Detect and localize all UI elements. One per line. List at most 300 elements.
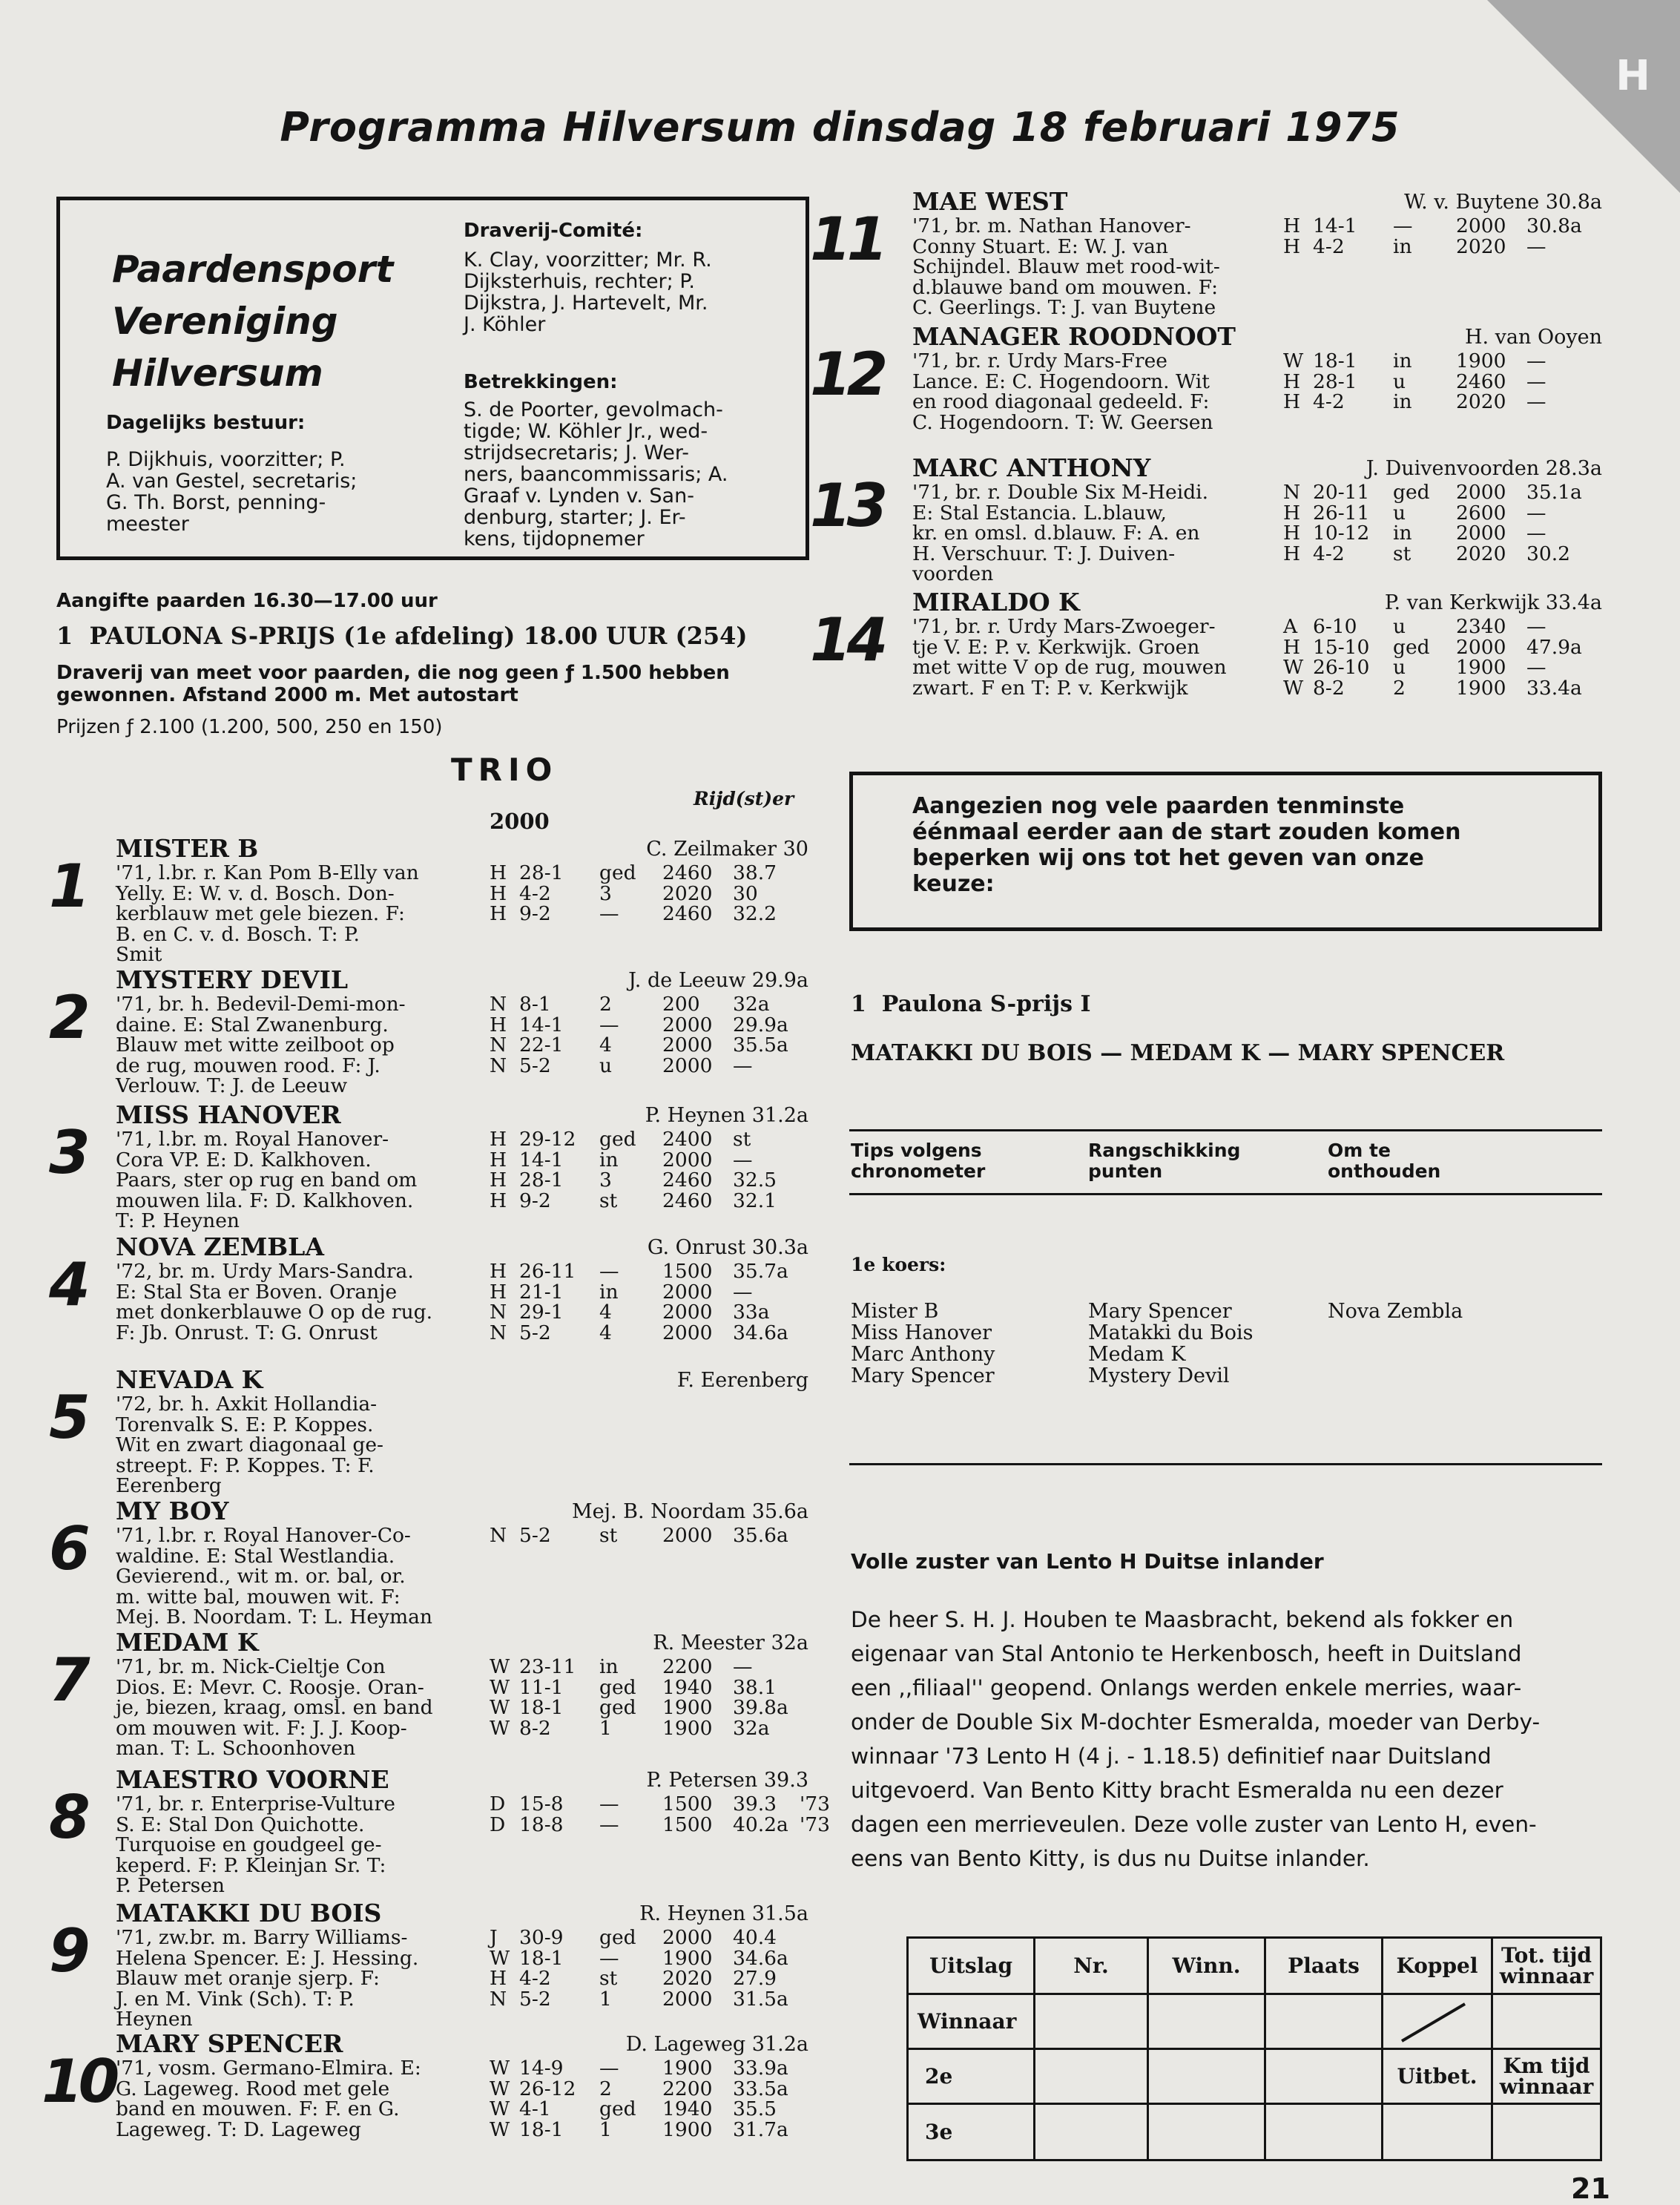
result-cell: 11-1 — [519, 1675, 564, 1699]
description-line: '71, vosm. Germano-Elmira. E: — [116, 2057, 421, 2080]
description-line: Paars, ster op rug en band om — [116, 1169, 418, 1192]
description-line: voorden — [912, 562, 994, 585]
description-line: F: Jb. Onrust. T: G. Onrust — [116, 1321, 378, 1344]
horse-name: MIRALDO K — [912, 588, 1080, 617]
description-line: H. Verschuur. T: J. Duiven- — [912, 542, 1176, 565]
result-row — [1283, 369, 1593, 393]
result-row — [490, 1815, 830, 1836]
result-row — [490, 1015, 800, 1036]
description-line: de rug, mouwen rood. F: J. — [116, 1054, 381, 1077]
tips-item: Mister B — [851, 1300, 939, 1323]
notice-line: Aangezien nog vele paarden tenminste — [912, 793, 1405, 819]
description-line: waldine. E: Stal Westlandia. — [116, 1544, 395, 1568]
horse-name: MARY SPENCER — [116, 2029, 343, 2058]
result-row — [1283, 617, 1593, 637]
result-cell: W — [490, 2097, 510, 2120]
result-cell: u — [1393, 656, 1406, 679]
result-cell: H — [1283, 522, 1301, 545]
description-line: Dios. E: Mevr. C. Roosje. Oran- — [116, 1675, 424, 1699]
result-cell: D — [490, 1792, 506, 1815]
tips-header-line: onthouden — [1328, 1160, 1441, 1182]
result-cell: — — [733, 1280, 753, 1304]
result-cell: u — [1393, 501, 1406, 525]
result-row — [490, 1323, 800, 1344]
result-cell: 5-2 — [519, 1524, 551, 1547]
result-cell: ged — [599, 1696, 636, 1719]
divider — [849, 1129, 1602, 1131]
horse-name: MISS HANOVER — [116, 1100, 341, 1129]
horse-number: 6 — [49, 1514, 90, 1583]
betrekkingen-heading: Betrekkingen: — [464, 371, 618, 393]
result-row — [490, 1989, 800, 2010]
result-cell: '73 — [800, 1813, 831, 1836]
horse-number: 12 — [810, 340, 884, 409]
result-cell: 2020 — [1456, 542, 1506, 565]
result-cell: u — [1393, 615, 1406, 638]
betrekkingen-line: strijdsecretaris; J. Wer- — [464, 441, 689, 464]
description-line: '71, br. m. Nick-Cieltje Con — [116, 1655, 386, 1678]
result-cell: 35.6a — [733, 1524, 788, 1547]
description-line: met witte V op de rug, mouwen — [912, 656, 1227, 679]
result-cell: u — [599, 1054, 613, 1077]
description-line: C. Geerlings. T: J. van Buytene — [912, 296, 1216, 319]
result-cell: 1900 — [1456, 676, 1506, 700]
result-cell: N — [490, 1301, 507, 1324]
result-cell: H — [1283, 635, 1301, 659]
bestuur-line: P. Dijkhuis, voorzitter; P. — [106, 448, 346, 471]
horse-rider: P. Petersen 39.3 — [646, 1769, 808, 1792]
result-row — [490, 1302, 800, 1323]
horse-rider: F. Eerenberg — [676, 1369, 808, 1392]
result-cell: — — [599, 1013, 619, 1036]
article-line: uitgevoerd. Van Bento Kitty bracht Esmeralda nu een dezer — [851, 1778, 1503, 1803]
result-row — [490, 1525, 800, 1546]
result-cell: — — [1526, 234, 1546, 258]
horse-number: 1 — [49, 852, 90, 921]
result-cell: 30.2 — [1526, 542, 1571, 565]
result-cell: st — [599, 1967, 618, 1990]
tips-item: Matakki du Bois — [1088, 1321, 1254, 1344]
horse-number: 11 — [810, 205, 884, 274]
tips-col1-header — [851, 1140, 985, 1182]
result-row — [490, 904, 800, 924]
horse-rider: W. v. Buytene 30.8a — [1404, 191, 1602, 214]
description-line: '71, br. r. Urdy Mars-Zwoeger- — [912, 615, 1216, 638]
page-title: Programma Hilversum dinsdag 18 februari 1975 — [280, 104, 1400, 151]
tips-item: Nova Zembla — [1328, 1300, 1463, 1323]
result-cell: — — [1526, 615, 1546, 638]
result-cell: ged — [1393, 481, 1430, 504]
club-name-line: Paardensport — [112, 248, 394, 291]
result-cell: — — [1526, 369, 1546, 393]
result-cell: 2340 — [1456, 615, 1506, 638]
result-cell: 14-9 — [519, 2057, 564, 2080]
horse-rider: J. de Leeuw 29.9a — [628, 969, 808, 992]
description-line: kerblauw met gele biezen. F: — [116, 902, 405, 925]
result-row — [490, 2099, 800, 2120]
result-row — [1283, 234, 1593, 258]
result-cell: 29.9a — [733, 1013, 788, 1036]
result-cell: 8-1 — [519, 993, 551, 1016]
result-cell: st — [1393, 542, 1411, 565]
result-cell: 2000 — [662, 1524, 713, 1547]
result-cell: H — [1283, 369, 1301, 393]
horse-name: NOVA ZEMBLA — [116, 1232, 324, 1261]
notice-line: éénmaal eerder aan de start zouden komen — [912, 819, 1461, 845]
result-cell: 39.8a — [733, 1696, 788, 1719]
result-cell: 1900 — [1456, 349, 1506, 372]
result-cell: H — [1283, 390, 1301, 413]
horse-description — [116, 863, 419, 965]
horse-description — [912, 351, 1213, 433]
horse-description — [116, 1525, 432, 1628]
result-cell: H — [490, 902, 507, 925]
result-cell: 21-1 — [519, 1280, 564, 1304]
result-cell: — — [1526, 656, 1546, 679]
results-table — [1283, 482, 1593, 564]
result-row — [490, 1968, 800, 1989]
result-cell: — — [1526, 390, 1546, 413]
header-winn: Winn. — [1148, 1938, 1265, 1994]
notice-box — [849, 772, 1602, 931]
koers-label: 1e koers: — [851, 1254, 946, 1275]
result-cell: — — [599, 1813, 619, 1836]
result-cell: 2000 — [662, 1280, 713, 1304]
description-line: Yelly. E: W. v. d. Bosch. Don- — [116, 881, 395, 905]
result-cell: 200 — [662, 993, 700, 1016]
description-line: Helena Spencer. E: J. Hessing. — [116, 1946, 419, 1970]
description-line: E: Stal Sta er Boven. Oranje — [116, 1280, 398, 1304]
result-cell: 32a — [733, 1716, 770, 1740]
result-cell: 18-1 — [519, 1946, 564, 1970]
horse-description — [116, 1928, 418, 2030]
result-cell: 20-11 — [1313, 481, 1370, 504]
description-line: Mej. B. Noordam. T: L. Heyman — [116, 1606, 432, 1629]
result-row — [490, 881, 800, 905]
header-tot-tijd: Tot. tijd winnaar — [1492, 1938, 1601, 1994]
description-line: Blauw met oranje sjerp. F: — [116, 1967, 380, 1990]
cell-empty — [1148, 2104, 1265, 2160]
description-line: je, biezen, kraag, omsl. en band — [116, 1696, 433, 1719]
horse-number: 5 — [49, 1383, 90, 1452]
result-row — [490, 1056, 800, 1077]
comite-heading: Draverij-Comité: — [464, 220, 643, 242]
horse-rider: G. Onrust 30.3a — [647, 1236, 808, 1259]
distance-label: 2000 — [490, 809, 550, 834]
description-line: Wit en zwart diagonaal ge- — [116, 1433, 383, 1456]
result-row — [490, 1035, 800, 1056]
result-cell: H — [1283, 501, 1301, 525]
results-table — [490, 1525, 800, 1546]
cell-empty — [1148, 1994, 1265, 2049]
corner-tab — [1487, 0, 1680, 193]
result-cell: 2000 — [1456, 635, 1506, 659]
result-cell: W — [490, 1946, 510, 1970]
result-cell: H — [490, 861, 507, 884]
result-cell: H — [490, 1013, 507, 1036]
result-cell: u — [1393, 369, 1406, 393]
result-cell: 32.5 — [733, 1169, 777, 1192]
tips-col3 — [1328, 1301, 1463, 1322]
result-row — [1283, 637, 1593, 658]
result-cell: N — [490, 1987, 507, 2011]
result-cell: 4-2 — [1313, 390, 1345, 413]
description-line: '71, br. r. Double Six M-Heidi. — [912, 481, 1209, 504]
result-cell: 4-2 — [519, 1967, 551, 1990]
result-cell: N — [490, 1321, 507, 1344]
result-cell: 18-1 — [519, 2117, 564, 2141]
description-line: d.blauwe band om mouwen. F: — [912, 275, 1219, 299]
result-cell: 33a — [733, 1301, 770, 1324]
club-name-line: Hilversum — [112, 352, 323, 395]
notice-text — [912, 793, 1460, 897]
horse-rider: D. Lageweg 31.2a — [625, 2033, 808, 2056]
cell-empty — [1265, 1994, 1383, 2049]
result-cell: 8-2 — [519, 1716, 551, 1740]
result-cell: 35.1a — [1526, 481, 1582, 504]
result-cell: in — [599, 1280, 619, 1304]
result-cell: 6-10 — [1313, 615, 1357, 638]
horse-name: MYSTERY DEVIL — [116, 965, 349, 994]
conditions-line: Draverij van meet voor paarden, die nog geen ƒ 1.500 hebben — [56, 662, 730, 684]
result-cell: J — [490, 1926, 498, 1949]
result-cell: H — [490, 1128, 507, 1151]
result-cell: D — [490, 1813, 506, 1836]
koppel-slash-cell — [1383, 1994, 1492, 2049]
result-cell: — — [599, 1260, 619, 1283]
result-row — [490, 1129, 800, 1150]
tips-col1 — [851, 1301, 995, 1387]
description-line: '71, br. r. Enterprise-Vulture — [116, 1792, 395, 1815]
cell-empty — [1035, 1994, 1148, 2049]
description-line: Blauw met witte zeilboot op — [116, 1034, 395, 1057]
horse-rider: R. Meester 32a — [653, 1631, 808, 1654]
aangifte: Aangifte paarden 16.30—17.00 uur — [56, 590, 438, 612]
description-line: Turquoise en goudgeel ge- — [116, 1833, 382, 1856]
result-cell: 2200 — [662, 1655, 713, 1678]
result-cell: 47.9a — [1526, 635, 1582, 659]
result-cell: 1900 — [662, 1696, 713, 1719]
result-cell: H — [1283, 234, 1301, 258]
divider — [849, 1193, 1602, 1195]
result-cell: 27.9 — [733, 1967, 777, 1990]
rijdster-label: Rijd(st)er — [694, 788, 794, 809]
horse-description — [116, 994, 406, 1097]
horse-name: MAE WEST — [912, 187, 1068, 216]
result-cell: 34.6a — [733, 1321, 788, 1344]
uitslag-table — [906, 1936, 1602, 2161]
result-cell: 2000 — [662, 1926, 713, 1949]
horse-number: 7 — [49, 1646, 90, 1715]
result-row — [1283, 392, 1593, 413]
horse-name: MISTER B — [116, 834, 259, 863]
description-line: band en mouwen. F: F. en G. — [116, 2097, 400, 2120]
result-cell: 2000 — [662, 1148, 713, 1171]
comite-line: K. Clay, voorzitter; Mr. R. — [464, 249, 712, 272]
horse-number: 4 — [49, 1250, 90, 1319]
result-cell: 9-2 — [519, 1189, 551, 1212]
result-cell: 1900 — [1456, 656, 1506, 679]
result-cell: 1940 — [662, 2097, 713, 2120]
result-cell: 28-1 — [1313, 369, 1357, 393]
result-cell: 40.4 — [733, 1926, 777, 1949]
description-line: '71, br. h. Bedevil-Demi-mon- — [116, 993, 406, 1016]
description-line: Smit — [116, 943, 162, 966]
result-cell: 35.7a — [733, 1260, 788, 1283]
horse-number: 3 — [49, 1118, 90, 1187]
tips-item: Miss Hanover — [851, 1321, 992, 1344]
club-name-line: Vereniging — [112, 300, 338, 343]
result-cell: N — [1283, 481, 1301, 504]
horse-rider: C. Zeilmaker 30 — [646, 838, 808, 861]
result-cell: H — [490, 1280, 507, 1304]
tips-item: Mary Spencer — [1088, 1300, 1232, 1323]
result-cell: 1900 — [662, 1716, 713, 1740]
horse-name: MANAGER ROODNOOT — [912, 322, 1236, 351]
result-cell: 8-2 — [1313, 676, 1345, 700]
result-cell: 1 — [599, 2117, 612, 2141]
result-cell: 32a — [733, 993, 770, 1016]
result-cell: ged — [599, 1128, 636, 1151]
article-line: een ,,filiaal'' geopend. Onlangs werden enkele merries, waar- — [851, 1675, 1522, 1700]
betrekkingen-line: tigde; W. Köhler Jr., wed- — [464, 420, 708, 443]
description-line: om mouwen wit. F: J. J. Koop- — [116, 1716, 407, 1740]
conditions-line: gewonnen. Afstand 2000 m. Met autostart — [56, 684, 518, 706]
result-row — [490, 1657, 800, 1677]
result-cell: in — [1393, 522, 1412, 545]
header-uitslag: Uitslag — [908, 1938, 1035, 1994]
horse-name: MATAKKI DU BOIS — [116, 1899, 382, 1928]
description-line: Gevierend., wit m. or. bal, or. — [116, 1565, 406, 1588]
result-cell: ged — [1393, 635, 1430, 659]
keuze-race: 1 Paulona S-prijs I — [851, 991, 1091, 1017]
results-table — [1283, 351, 1593, 413]
bestuur-line: meester — [106, 513, 189, 536]
result-cell: W — [1283, 676, 1304, 700]
trio-label: TRIO — [451, 752, 559, 788]
result-cell: 2000 — [662, 1013, 713, 1036]
result-cell: N — [490, 1054, 507, 1077]
horse-number: 10 — [42, 2047, 116, 2116]
result-cell: 32.2 — [733, 902, 777, 925]
result-cell: 1500 — [662, 1792, 713, 1815]
result-cell: in — [1393, 349, 1412, 372]
result-cell: 2000 — [662, 1301, 713, 1324]
result-cell: '73 — [800, 1792, 831, 1815]
result-row — [490, 2079, 800, 2100]
betrekkingen-line: denburg, starter; J. Er- — [464, 506, 686, 529]
result-cell: 30 — [733, 881, 758, 905]
result-cell: W — [1283, 656, 1304, 679]
result-cell: 18-8 — [519, 1813, 564, 1836]
result-cell: — — [1526, 522, 1546, 545]
result-cell: 28-1 — [519, 1169, 564, 1192]
description-line: keperd. F: P. Kleinjan Sr. T: — [116, 1853, 386, 1877]
horse-name: MEDAM K — [116, 1628, 259, 1657]
description-line: T: P. Heynen — [116, 1209, 240, 1232]
result-cell: 2460 — [662, 902, 713, 925]
description-line: man. T: L. Schoonhoven — [116, 1737, 356, 1760]
betrekkingen-text — [464, 399, 805, 550]
result-cell: — — [1393, 214, 1413, 237]
result-cell: 15-10 — [1313, 635, 1370, 659]
comite-text — [464, 249, 805, 335]
header-nr: Nr. — [1035, 1938, 1148, 1994]
description-line: daine. E: Stal Zwanenburg. — [116, 1013, 389, 1036]
result-cell: 32.1 — [733, 1189, 777, 1212]
result-cell: 4-2 — [1313, 542, 1345, 565]
result-cell: st — [733, 1128, 751, 1151]
result-cell: 23-11 — [519, 1655, 576, 1678]
horse-rider: Mej. B. Noordam 35.6a — [572, 1500, 808, 1523]
horse-rider: R. Heynen 31.5a — [639, 1902, 808, 1925]
result-cell: 1 — [599, 1716, 612, 1740]
result-cell: W — [490, 1675, 510, 1699]
notice-line: keuze: — [912, 871, 995, 897]
result-row — [490, 863, 800, 884]
tips-header-line: Tips volgens — [851, 1140, 982, 1161]
tips-item: Mary Spencer — [851, 1364, 995, 1387]
result-cell: — — [1526, 349, 1546, 372]
tips-item: Marc Anthony — [851, 1343, 995, 1366]
result-cell: 1900 — [662, 2057, 713, 2080]
result-row — [490, 1928, 800, 1948]
result-cell: 14-1 — [1313, 214, 1357, 237]
club-box — [56, 197, 809, 560]
horse-description — [912, 216, 1220, 318]
result-cell: 2000 — [662, 1987, 713, 2011]
corner-letter: H — [1615, 52, 1650, 100]
results-table — [490, 994, 800, 1076]
result-cell: 2460 — [662, 861, 713, 884]
result-cell: 2020 — [1456, 234, 1506, 258]
description-line: Schijndel. Blauw met rood-wit- — [912, 255, 1220, 278]
description-line: '71, zw.br. m. Barry Williams- — [116, 1926, 408, 1949]
result-cell: — — [733, 1148, 753, 1171]
result-cell: 18-1 — [1313, 349, 1357, 372]
result-cell: — — [599, 1792, 619, 1815]
result-cell: 31.5a — [733, 1987, 788, 2011]
result-cell: 1 — [599, 1987, 612, 2011]
result-row — [490, 1948, 800, 1969]
result-cell: 31.7a — [733, 2117, 788, 2141]
description-line: Eerenberg — [116, 1474, 222, 1497]
horse-description — [116, 2058, 421, 2140]
result-row — [490, 1261, 800, 1282]
results-table — [490, 1129, 800, 1211]
result-cell: 1900 — [662, 2117, 713, 2141]
description-line: Torenvalk S. E: P. Koppes. — [116, 1413, 374, 1436]
description-line: m. witte bal, mouwen wit. F: — [116, 1585, 401, 1608]
description-line: '71, l.br. m. Royal Hanover- — [116, 1128, 389, 1151]
result-cell: 18-1 — [519, 1696, 564, 1719]
description-line: en rood diagonaal gedeeld. F: — [912, 390, 1210, 413]
comite-line: Dijkstra, J. Hartevelt, Mr. — [464, 292, 708, 315]
result-cell: in — [599, 1655, 619, 1678]
betrekkingen-line: Graaf v. Lynden v. San- — [464, 484, 694, 507]
result-row — [490, 1677, 800, 1698]
result-row — [1283, 657, 1593, 678]
bestuur-line: A. van Gestel, secretaris; — [106, 470, 358, 493]
result-cell: — — [599, 902, 619, 925]
result-row — [490, 994, 800, 1015]
horse-name: MAESTRO VOORNE — [116, 1765, 389, 1794]
result-cell: W — [1283, 349, 1304, 372]
horse-name: MY BOY — [116, 1496, 229, 1525]
tips-col3-header — [1328, 1140, 1440, 1182]
bestuur-line: G. Th. Borst, penning- — [106, 491, 326, 514]
results-table — [490, 1261, 800, 1343]
